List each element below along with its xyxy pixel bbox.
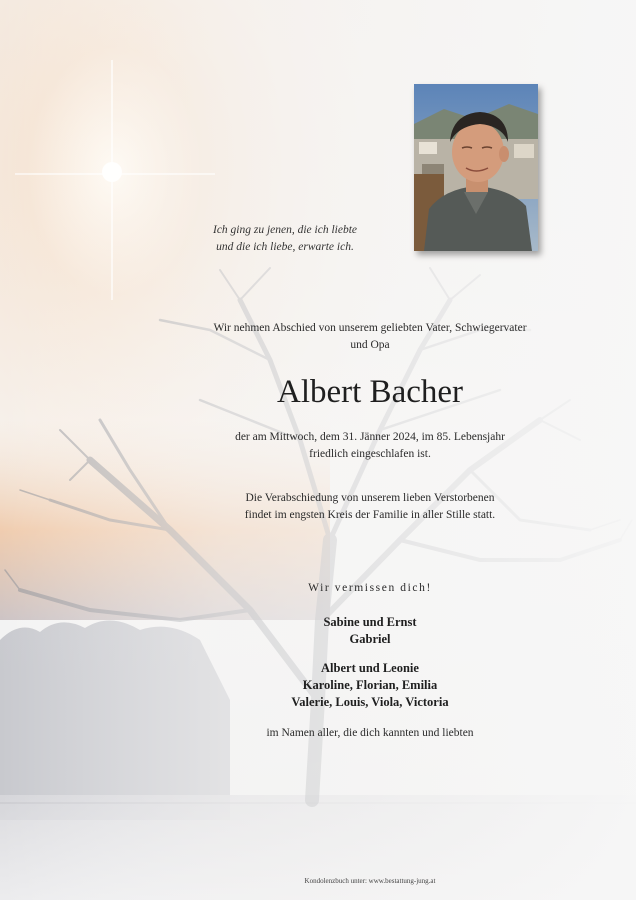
- intro-line-1: Wir nehmen Abschied von unserem geliebten Vater, Schwiegervater: [213, 322, 527, 334]
- quote-line-1: Ich ging zu jenen, die ich liebte: [212, 224, 358, 236]
- closing-line: im Namen aller, die dich kannten und liebten: [266, 727, 474, 739]
- death-line-2: friedlich eingeschlafen ist.: [309, 448, 431, 460]
- death-notice: [200, 429, 540, 463]
- quote: [160, 222, 410, 256]
- farewell-notice: [190, 490, 550, 524]
- condolence-book-link[interactable]: Kondolenzbuch unter: www.bestattung-jung.at: [304, 877, 436, 885]
- family-member-line: Karoline, Florian, Emilia: [302, 678, 438, 692]
- family-group-1: [200, 614, 540, 648]
- family-member-line: Sabine und Ernst: [323, 615, 417, 629]
- family-group-2: [200, 660, 540, 711]
- family-member-line: Gabriel: [349, 632, 391, 646]
- intro-line-2: und Opa: [350, 339, 390, 351]
- farewell-line-2: findet im engsten Kreis der Familie in aller Stille statt.: [244, 509, 496, 521]
- quote-line-2: und die ich liebe, erwarte ich.: [216, 241, 354, 253]
- death-line-1: der am Mittwoch, dem 31. Jänner 2024, im 85. Lebensjahr: [235, 431, 505, 443]
- family-member-line: Valerie, Louis, Viola, Victoria: [291, 695, 449, 709]
- intro-text: [190, 320, 550, 354]
- portrait-photo: [414, 84, 538, 251]
- portrait-image: [414, 84, 538, 251]
- miss-you-line: Wir vermissen dich!: [308, 582, 432, 594]
- family-member-line: Albert und Leonie: [321, 661, 419, 675]
- farewell-line-1: Die Verabschiedung von unserem lieben Verstorbenen: [245, 492, 495, 504]
- deceased-name: Albert Bacher: [277, 374, 463, 410]
